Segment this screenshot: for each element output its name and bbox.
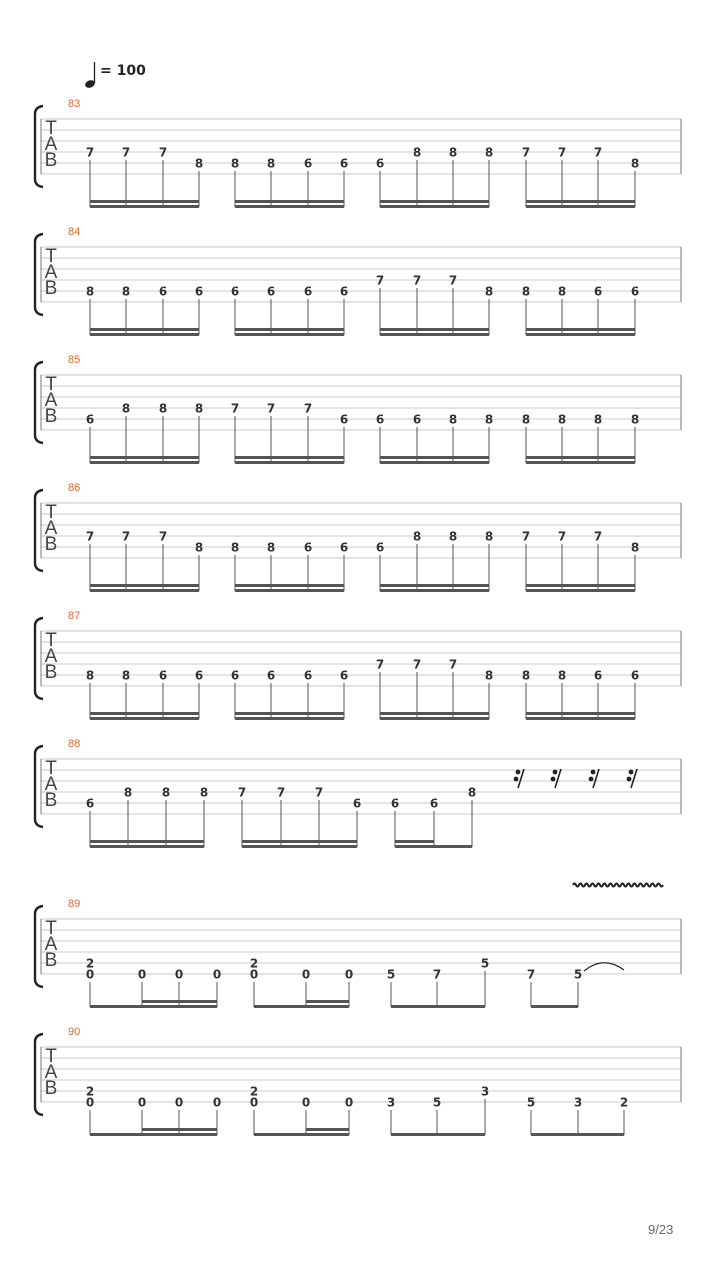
beam — [380, 717, 489, 720]
fret-number: 7 — [375, 273, 385, 288]
beam-group — [250, 956, 353, 1008]
tempo-text: = 100 — [100, 63, 146, 79]
beam-group — [522, 529, 639, 592]
fret-number: 6 — [339, 412, 349, 427]
beam — [242, 845, 357, 848]
fret-number: 8 — [630, 156, 640, 171]
fret-number: 6 — [303, 156, 313, 171]
beam-16th — [90, 584, 199, 587]
sixteenth-rest-icon — [551, 769, 561, 788]
system-bracket — [35, 490, 43, 571]
beam-group — [391, 785, 476, 848]
fret-number: 3 — [480, 1084, 490, 1099]
fret-number: 7 — [314, 785, 324, 800]
fret-number: 8 — [484, 529, 494, 544]
tab-clef-letter: A — [44, 262, 58, 283]
system-bracket — [35, 234, 43, 315]
system-bracket — [35, 746, 43, 827]
beam-group — [231, 284, 348, 336]
beam — [90, 1133, 217, 1136]
tab-clef-letter: A — [44, 934, 58, 955]
beam — [380, 589, 489, 592]
beam-16th — [526, 328, 635, 331]
fret-number: 0 — [344, 1095, 354, 1110]
fret-number: 7 — [158, 529, 168, 544]
sixteenth-rest-icon — [627, 769, 637, 788]
fret-number: 8 — [266, 540, 276, 555]
fret-number: 2 — [619, 1095, 629, 1110]
beam — [531, 1133, 624, 1136]
fret-number: 7 — [412, 273, 422, 288]
fret-number: 6 — [339, 284, 349, 299]
beam — [90, 333, 199, 336]
fret-number: 7 — [158, 145, 168, 160]
fret-number: 2 — [85, 956, 95, 971]
fret-number: 7 — [412, 657, 422, 672]
beam-16th — [526, 200, 635, 203]
fret-number: 5 — [573, 967, 583, 982]
beam-group — [86, 785, 208, 848]
fret-number: 6 — [303, 540, 313, 555]
fret-number: 5 — [480, 956, 490, 971]
fret-number: 8 — [557, 412, 567, 427]
beam — [526, 717, 635, 720]
beam-16th — [526, 456, 635, 459]
fret-number: 0 — [249, 967, 259, 982]
fret-number: 8 — [412, 529, 422, 544]
fret-number: 7 — [557, 145, 567, 160]
tab-system-90 — [35, 1026, 681, 1136]
fret-number: 7 — [593, 145, 603, 160]
fret-number: 6 — [230, 284, 240, 299]
beam-group — [231, 401, 348, 464]
fret-number: 8 — [194, 401, 204, 416]
fret-number: 8 — [266, 156, 276, 171]
tab-clef-letter: A — [44, 134, 58, 155]
fret-number: 0 — [85, 1095, 95, 1110]
fret-number: 6 — [390, 796, 400, 811]
fret-number: 6 — [339, 668, 349, 683]
fret-number: 6 — [412, 412, 422, 427]
beam-16th — [235, 200, 344, 203]
tab-clef-letter: A — [44, 774, 58, 795]
fret-number: 8 — [448, 145, 458, 160]
fret-number: 6 — [303, 284, 313, 299]
tab-system-87 — [35, 610, 681, 720]
tab-clef-letter: T — [45, 918, 57, 939]
fret-number: 0 — [212, 967, 222, 982]
measure-number: 87 — [68, 610, 81, 622]
fret-number: 6 — [194, 284, 204, 299]
tab-clef-letter: B — [44, 662, 58, 683]
fret-number: 0 — [212, 1095, 222, 1110]
fret-number: 6 — [339, 156, 349, 171]
fret-number: 8 — [121, 284, 131, 299]
beam — [526, 589, 635, 592]
beam-group — [387, 956, 489, 1008]
fret-number: 6 — [593, 284, 603, 299]
tab-system-85 — [35, 354, 681, 464]
beam-group — [238, 785, 361, 848]
tab-clef-letter: B — [44, 150, 58, 171]
beam-group — [86, 145, 203, 208]
beam-16th — [380, 584, 489, 587]
fret-number: 6 — [593, 668, 603, 683]
beam-group — [86, 401, 203, 464]
fret-number: 6 — [158, 668, 168, 683]
beam — [395, 845, 472, 848]
tab-system-84 — [35, 226, 681, 336]
beam-16th — [380, 712, 489, 715]
fret-number: 7 — [526, 967, 536, 982]
fret-number: 7 — [375, 657, 385, 672]
beam-group — [522, 145, 639, 208]
system-bracket — [35, 906, 43, 987]
fret-number: 8 — [593, 412, 603, 427]
fret-number: 8 — [467, 785, 477, 800]
fret-number: 3 — [573, 1095, 583, 1110]
tab-clef-letter: B — [44, 950, 58, 971]
fret-number: 5 — [526, 1095, 536, 1110]
fret-number: 6 — [230, 668, 240, 683]
beam-group — [522, 284, 639, 336]
measure-number: 88 — [68, 738, 81, 750]
beam-16th — [142, 1000, 217, 1003]
fret-number: 0 — [301, 1095, 311, 1110]
beam-group — [527, 967, 582, 1008]
beam-16th — [380, 328, 489, 331]
tab-clef-letter: T — [45, 758, 57, 779]
beam — [90, 205, 199, 208]
beam — [235, 589, 344, 592]
tab-clef-letter: T — [45, 630, 57, 651]
fret-number: 5 — [432, 1095, 442, 1110]
beam-group — [250, 1084, 353, 1136]
fret-number: 8 — [123, 785, 133, 800]
fret-number: 2 — [85, 1084, 95, 1099]
vibrato-icon — [573, 884, 663, 887]
beam-group — [522, 668, 639, 720]
fret-number: 6 — [266, 284, 276, 299]
fret-number: 6 — [375, 156, 385, 171]
fret-number: 8 — [85, 668, 95, 683]
beam — [254, 1005, 349, 1008]
beam — [90, 461, 199, 464]
tab-clef-letter: B — [44, 406, 58, 427]
beam-16th — [235, 456, 344, 459]
beam-group — [86, 284, 203, 336]
fret-number: 7 — [448, 657, 458, 672]
beam — [90, 1005, 217, 1008]
beam-16th — [380, 456, 489, 459]
tab-clef-letter: A — [44, 646, 58, 667]
beam-group — [387, 1084, 489, 1136]
beam-group — [376, 145, 493, 208]
fret-number: 6 — [630, 668, 640, 683]
fret-number: 7 — [266, 401, 276, 416]
fret-number: 0 — [249, 1095, 259, 1110]
fret-number: 8 — [448, 412, 458, 427]
tab-clef-letter: T — [45, 374, 57, 395]
system-bracket — [35, 106, 43, 187]
fret-number: 6 — [158, 284, 168, 299]
page-number: 9/23 — [648, 1222, 674, 1237]
fret-number: 7 — [276, 785, 286, 800]
beam — [380, 333, 489, 336]
measure-number: 84 — [68, 226, 81, 238]
fret-number: 8 — [484, 668, 494, 683]
beam-group — [376, 529, 493, 592]
beam-group — [376, 273, 493, 336]
beam — [391, 1133, 485, 1136]
tab-clef-letter: T — [45, 502, 57, 523]
fret-number: 8 — [230, 540, 240, 555]
beam-16th — [242, 840, 357, 843]
fret-number: 8 — [194, 540, 204, 555]
beam — [235, 717, 344, 720]
tab-clef-letter: T — [45, 118, 57, 139]
fret-number: 7 — [593, 529, 603, 544]
system-bracket — [35, 362, 43, 443]
fret-number: 8 — [557, 668, 567, 683]
fret-number: 0 — [174, 967, 184, 982]
beam-16th — [526, 712, 635, 715]
fret-number: 8 — [484, 412, 494, 427]
fret-number: 5 — [386, 967, 396, 982]
tab-clef-letter: B — [44, 1078, 58, 1099]
fret-number: 7 — [121, 145, 131, 160]
fret-number: 8 — [521, 412, 531, 427]
fret-number: 7 — [230, 401, 240, 416]
fret-number: 0 — [85, 967, 95, 982]
fret-number: 6 — [194, 668, 204, 683]
measure-number: 89 — [68, 898, 81, 910]
fret-number: 6 — [630, 284, 640, 299]
fret-number: 6 — [375, 412, 385, 427]
fret-number: 0 — [301, 967, 311, 982]
fret-number: 2 — [249, 956, 259, 971]
fret-number: 7 — [521, 145, 531, 160]
fret-number: 8 — [557, 284, 567, 299]
fret-number: 7 — [432, 967, 442, 982]
beam — [254, 1133, 349, 1136]
fret-number: 6 — [375, 540, 385, 555]
beam-group — [376, 412, 493, 464]
beam-group — [231, 540, 348, 592]
fret-number: 8 — [448, 529, 458, 544]
fret-number: 8 — [521, 284, 531, 299]
fret-number: 8 — [484, 284, 494, 299]
slur-icon — [584, 963, 624, 971]
beam-16th — [380, 200, 489, 203]
fret-number: 3 — [386, 1095, 396, 1110]
fret-number: 8 — [521, 668, 531, 683]
beam-16th — [90, 200, 199, 203]
beam-16th — [90, 840, 204, 843]
measure-number: 83 — [68, 98, 81, 110]
tab-clef-letter: B — [44, 790, 58, 811]
fret-number: 6 — [339, 540, 349, 555]
beam-16th — [235, 328, 344, 331]
system-bracket — [35, 1034, 43, 1115]
fret-number: 8 — [85, 284, 95, 299]
tab-clef-letter: A — [44, 390, 58, 411]
beam — [380, 461, 489, 464]
beam-16th — [142, 1128, 217, 1131]
fret-number: 7 — [121, 529, 131, 544]
fret-number: 7 — [85, 145, 95, 160]
tab-system-88 — [35, 738, 681, 848]
fret-number: 7 — [237, 785, 247, 800]
beam — [235, 205, 344, 208]
fret-number: 2 — [249, 1084, 259, 1099]
beam-16th — [235, 584, 344, 587]
beam — [526, 333, 635, 336]
beam-16th — [235, 712, 344, 715]
fret-number: 7 — [521, 529, 531, 544]
tab-clef-letter: A — [44, 1062, 58, 1083]
beam — [531, 1005, 578, 1008]
beam-group — [527, 1095, 628, 1136]
beam-16th — [306, 1128, 349, 1131]
fret-number: 6 — [429, 796, 439, 811]
beam-group — [231, 156, 348, 208]
beam-group — [86, 668, 203, 720]
measure-number: 90 — [68, 1026, 81, 1038]
fret-number: 6 — [266, 668, 276, 683]
beam — [526, 205, 635, 208]
beam-16th — [306, 1000, 349, 1003]
fret-number: 6 — [85, 796, 95, 811]
beam — [90, 845, 204, 848]
beam — [526, 461, 635, 464]
beam-16th — [90, 712, 199, 715]
beam-group — [86, 956, 221, 1008]
tab-system-83 — [35, 98, 681, 208]
fret-number: 8 — [630, 540, 640, 555]
beam — [391, 1005, 485, 1008]
fret-number: 8 — [630, 412, 640, 427]
fret-number: 6 — [352, 796, 362, 811]
tab-clef-letter: B — [44, 534, 58, 555]
fret-number: 7 — [85, 529, 95, 544]
beam — [235, 333, 344, 336]
fret-number: 7 — [557, 529, 567, 544]
beam-16th — [395, 840, 434, 843]
beam — [90, 717, 199, 720]
fret-number: 7 — [303, 401, 313, 416]
beam — [90, 589, 199, 592]
fret-number: 8 — [194, 156, 204, 171]
measure-number: 85 — [68, 354, 81, 366]
beam-16th — [526, 584, 635, 587]
beam-group — [231, 668, 348, 720]
fret-number: 0 — [137, 1095, 147, 1110]
beam — [380, 205, 489, 208]
fret-number: 8 — [484, 145, 494, 160]
fret-number: 6 — [303, 668, 313, 683]
fret-number: 6 — [85, 412, 95, 427]
fret-number: 7 — [448, 273, 458, 288]
fret-number: 0 — [137, 967, 147, 982]
fret-number: 0 — [344, 967, 354, 982]
fret-number: 8 — [121, 668, 131, 683]
beam-16th — [90, 456, 199, 459]
beam-group — [86, 1084, 221, 1136]
fret-number: 8 — [158, 401, 168, 416]
tab-system-86 — [35, 482, 681, 592]
beam-group — [86, 529, 203, 592]
measure-number: 86 — [68, 482, 81, 494]
fret-number: 8 — [121, 401, 131, 416]
fret-number: 8 — [412, 145, 422, 160]
sixteenth-rest-icon — [589, 769, 599, 788]
fret-number: 8 — [161, 785, 171, 800]
tab-clef-letter: T — [45, 246, 57, 267]
sixteenth-rest-icon — [514, 769, 524, 788]
tab-clef-letter: B — [44, 278, 58, 299]
tempo-marking — [84, 62, 146, 89]
system-bracket — [35, 618, 43, 699]
tab-system-89 — [35, 884, 681, 1009]
tab-clef-letter: A — [44, 518, 58, 539]
beam-group — [522, 412, 639, 464]
fret-number: 8 — [199, 785, 209, 800]
beam-group — [376, 657, 493, 720]
beam — [235, 461, 344, 464]
fret-number: 0 — [174, 1095, 184, 1110]
fret-number: 8 — [230, 156, 240, 171]
quarter-note-icon — [84, 62, 96, 89]
tab-clef-letter: T — [45, 1046, 57, 1067]
beam-16th — [90, 328, 199, 331]
